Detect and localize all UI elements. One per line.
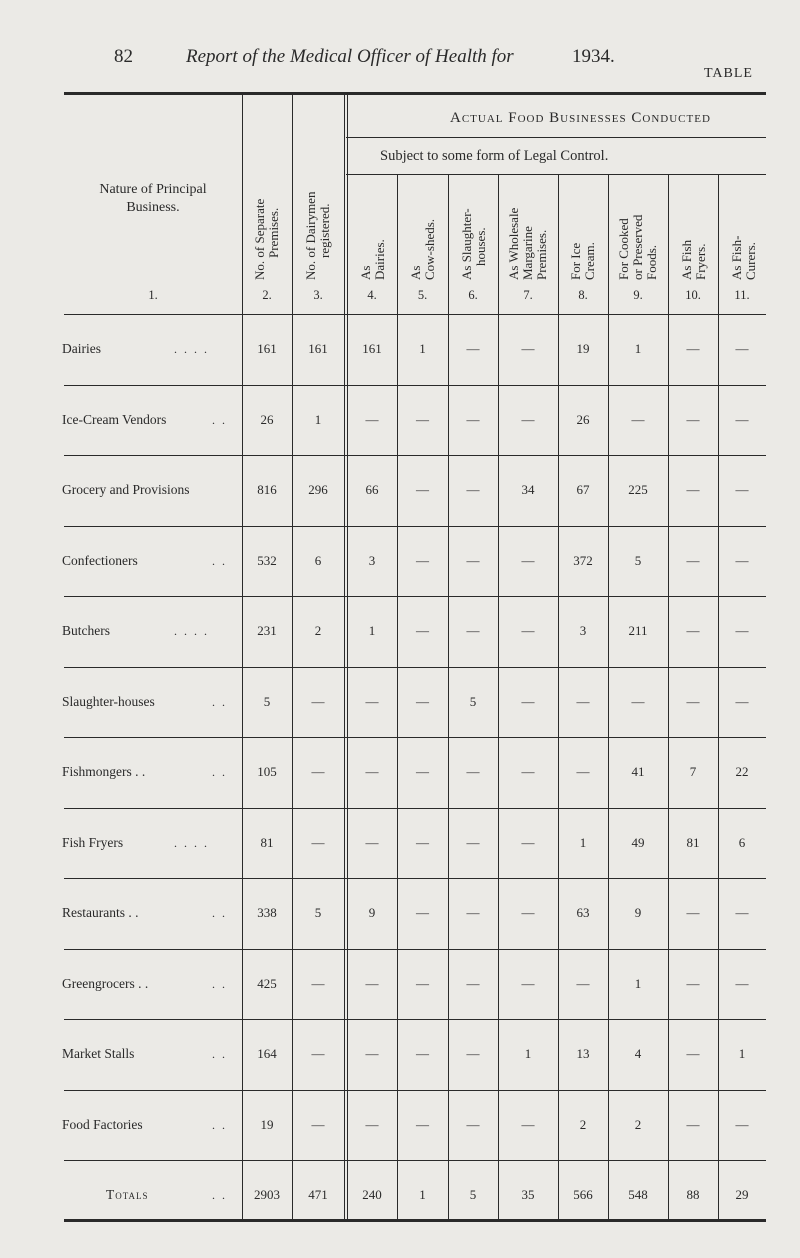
row-label: Fish Fryers bbox=[62, 834, 124, 850]
table-cell: — bbox=[735, 482, 749, 497]
table-label: TABLE bbox=[704, 66, 753, 81]
column-number: 3. bbox=[313, 288, 323, 302]
table-cell: 211 bbox=[628, 623, 648, 638]
table-cell: — bbox=[416, 693, 429, 709]
leader-dots: . . bbox=[212, 976, 227, 991]
table-cell: — bbox=[735, 693, 749, 709]
row-label: Dairies bbox=[62, 341, 101, 356]
row-label: Ice-Cream Vendors bbox=[62, 411, 167, 427]
table-cell: — bbox=[576, 693, 590, 709]
table-cell: 81 bbox=[260, 834, 274, 850]
table-cell: 63 bbox=[576, 905, 590, 920]
col5-header-line1: As bbox=[408, 265, 423, 280]
table-cell: — bbox=[735, 975, 749, 991]
leader-dots: . . bbox=[212, 1047, 227, 1061]
table-cell: 49 bbox=[631, 834, 645, 850]
col9-header-line2: or Preserved bbox=[630, 214, 645, 280]
leader-dots: . . bbox=[212, 412, 227, 427]
col3-header-line1: No. of Dairymen bbox=[303, 191, 318, 280]
table-cell: 471 bbox=[308, 1187, 328, 1202]
col10-header-line1: As Fish bbox=[679, 239, 694, 280]
col8-header-line1: For Ice bbox=[568, 242, 583, 280]
table-cell: — bbox=[416, 411, 429, 427]
table-cell: — bbox=[521, 693, 535, 709]
leader-dots: . . bbox=[212, 1188, 227, 1202]
table-cell: — bbox=[631, 693, 645, 709]
row-separator bbox=[64, 737, 766, 738]
table-cell: 105 bbox=[257, 764, 277, 779]
table-cell: — bbox=[466, 411, 480, 427]
table-cell: 2 bbox=[634, 1116, 642, 1132]
table-cell: — bbox=[416, 482, 429, 497]
row-label: Confectioners bbox=[62, 552, 138, 568]
leader-dots: . . bbox=[212, 694, 227, 709]
table-cell: — bbox=[686, 905, 700, 920]
table-cell: 19 bbox=[260, 1116, 274, 1132]
table-cell: — bbox=[416, 905, 429, 920]
table-cell: — bbox=[735, 411, 749, 427]
col11-header-line1: As Fish- bbox=[729, 235, 744, 280]
table-cell: — bbox=[521, 411, 535, 427]
table-cell: 34 bbox=[521, 482, 535, 497]
table-cell: — bbox=[686, 693, 700, 709]
table-cell: — bbox=[416, 623, 429, 638]
table-cell: 5 bbox=[469, 1187, 477, 1202]
col1-header-line2: Business. bbox=[126, 200, 180, 215]
table-cell: — bbox=[416, 552, 429, 568]
table-cell: — bbox=[311, 1116, 325, 1132]
table-cell: — bbox=[365, 834, 379, 850]
table-cell: 5 bbox=[263, 693, 271, 709]
row-separator bbox=[64, 385, 766, 386]
table-cell: 22 bbox=[735, 764, 749, 779]
col10-header-line2: Fryers. bbox=[693, 243, 708, 280]
col4-header-line1: As bbox=[358, 265, 373, 280]
row-label: Greengrocers . . bbox=[62, 975, 149, 991]
table-top-rule bbox=[64, 92, 766, 95]
table-cell: — bbox=[686, 975, 700, 991]
row-label: Food Factories bbox=[62, 1116, 143, 1132]
table-cell: 296 bbox=[308, 482, 328, 497]
leader-dots: . . . . bbox=[174, 835, 209, 850]
table-cell: — bbox=[311, 764, 325, 779]
table-cell: — bbox=[365, 975, 379, 991]
row-separator bbox=[64, 808, 766, 809]
table-cell: — bbox=[365, 764, 379, 779]
table-cell: — bbox=[686, 482, 700, 497]
col3-header-line2: registered. bbox=[317, 203, 332, 258]
table-cell: — bbox=[521, 834, 535, 850]
table-cell: — bbox=[311, 834, 325, 850]
table-cell: — bbox=[311, 1046, 325, 1061]
table-cell: 225 bbox=[628, 482, 648, 497]
table-cell: 548 bbox=[628, 1187, 648, 1202]
table-cell: — bbox=[365, 1046, 379, 1061]
col2-header bbox=[253, 199, 281, 280]
col9-header-line3: Foods. bbox=[644, 244, 659, 280]
header-bottom-rule bbox=[64, 314, 766, 315]
leader-dots: . . bbox=[212, 553, 227, 568]
table-cell: 338 bbox=[257, 905, 277, 920]
table-cell: — bbox=[466, 764, 480, 779]
column-number: 5. bbox=[417, 288, 428, 302]
col6-header bbox=[460, 208, 488, 280]
col9-header-line1: For Cooked bbox=[616, 218, 631, 280]
row-separator bbox=[64, 949, 766, 950]
table-cell: — bbox=[466, 1046, 480, 1061]
table-cell: 6 bbox=[738, 834, 746, 850]
row-separator bbox=[64, 1160, 766, 1161]
table-cell: — bbox=[521, 341, 535, 356]
table-cell: 1 bbox=[579, 834, 587, 850]
col1-header-line1: Nature of Principal bbox=[99, 182, 207, 197]
table-cell: — bbox=[466, 905, 480, 920]
table-cell: — bbox=[735, 341, 749, 356]
table-cell: 5 bbox=[314, 905, 322, 920]
col7-header-line3: Premises. bbox=[534, 229, 549, 280]
column-number: 6. bbox=[468, 288, 478, 302]
leader-dots: . . bbox=[212, 906, 227, 920]
table-cell: 3 bbox=[579, 623, 587, 638]
table-cell: — bbox=[466, 834, 480, 850]
row-separator bbox=[64, 455, 766, 456]
table-cell: 161 bbox=[308, 341, 328, 356]
table-cell: — bbox=[466, 1116, 480, 1132]
table-cell: 88 bbox=[686, 1187, 700, 1202]
table-cell: — bbox=[365, 693, 379, 709]
table-cell: 2 bbox=[579, 1116, 587, 1132]
table-cell: 13 bbox=[576, 1046, 590, 1061]
table-cell: 3 bbox=[368, 552, 376, 568]
subgroup-header-rule bbox=[346, 174, 766, 175]
table-cell: — bbox=[686, 623, 700, 638]
food-businesses-table bbox=[64, 92, 766, 1224]
table-cell: 81 bbox=[686, 834, 700, 850]
table-cell: — bbox=[466, 975, 480, 991]
row-separator bbox=[64, 1090, 766, 1091]
table-cell: — bbox=[735, 1116, 749, 1132]
table-cell: — bbox=[311, 693, 325, 709]
table-cell: — bbox=[521, 905, 535, 920]
col7-header-line1: As Wholesale bbox=[506, 207, 521, 280]
table-cell: — bbox=[631, 411, 645, 427]
row-label: Fishmongers . . bbox=[62, 764, 146, 779]
table-cell: 566 bbox=[573, 1187, 593, 1202]
column-divider bbox=[344, 92, 345, 1222]
col7-header-line2: Margarine bbox=[520, 226, 535, 280]
table-cell: — bbox=[466, 341, 480, 356]
row-separator bbox=[64, 878, 766, 879]
table-cell: — bbox=[466, 482, 480, 497]
table-cell: — bbox=[521, 764, 535, 779]
col3-header bbox=[304, 192, 332, 280]
table-cell: 29 bbox=[735, 1187, 749, 1202]
table-cell: 231 bbox=[257, 623, 277, 638]
table-cell: 67 bbox=[576, 482, 590, 497]
table-cell: — bbox=[466, 623, 480, 638]
table-cell: — bbox=[576, 764, 590, 779]
table-cell: 9 bbox=[634, 905, 642, 920]
table-cell: — bbox=[576, 975, 590, 991]
table-cell: — bbox=[686, 411, 700, 427]
table-cell: 1 bbox=[314, 411, 322, 427]
row-separator bbox=[64, 526, 766, 527]
column-number: 4. bbox=[367, 288, 377, 302]
leader-dots: . . . . bbox=[174, 624, 209, 638]
row-separator bbox=[64, 667, 766, 668]
table-cell: 240 bbox=[362, 1187, 382, 1202]
table-cell: — bbox=[521, 1116, 535, 1132]
column-number: 7. bbox=[523, 288, 533, 302]
table-cell: 1 bbox=[524, 1046, 532, 1061]
col4-header bbox=[359, 239, 387, 280]
leader-dots: . . bbox=[212, 765, 227, 779]
table-cell: 9 bbox=[368, 905, 376, 920]
table-cell: — bbox=[521, 623, 535, 638]
col11-header bbox=[730, 236, 758, 280]
table-cell: 4 bbox=[634, 1046, 642, 1061]
table-cell: 1 bbox=[634, 975, 642, 991]
column-number: 8. bbox=[578, 288, 588, 302]
table-cell: — bbox=[735, 623, 749, 638]
table-cell: 1 bbox=[419, 1187, 426, 1202]
row-separator bbox=[64, 1019, 766, 1020]
col9-header bbox=[617, 215, 659, 280]
table-cell: 2 bbox=[314, 623, 322, 638]
table-bottom-rule bbox=[64, 1219, 766, 1222]
page-number: 82 bbox=[114, 46, 133, 67]
group-title: Actual Food Businesses Conducted bbox=[450, 110, 711, 126]
table-cell: 161 bbox=[362, 341, 382, 356]
table-cell: 35 bbox=[521, 1187, 535, 1202]
col6-header-line2: houses. bbox=[473, 227, 488, 266]
col11-header-line2: Curers. bbox=[743, 242, 758, 280]
table-cell: — bbox=[365, 411, 379, 427]
table-cell: 161 bbox=[257, 341, 277, 356]
table-cell: 1 bbox=[738, 1046, 746, 1061]
table-cell: 41 bbox=[631, 764, 645, 779]
table-cell: — bbox=[416, 834, 429, 850]
table-cell: 66 bbox=[365, 482, 379, 497]
column-number: 9. bbox=[633, 288, 643, 302]
table-cell: 1 bbox=[419, 341, 426, 356]
table-cell: — bbox=[416, 1046, 429, 1061]
table-cell: — bbox=[686, 552, 700, 568]
column-number: 10. bbox=[685, 288, 701, 302]
group-header-rule bbox=[346, 137, 766, 138]
col8-header bbox=[569, 242, 597, 280]
column-number: 1. bbox=[148, 288, 158, 302]
table-cell: 26 bbox=[576, 411, 590, 427]
col10-header bbox=[680, 240, 708, 280]
col5-header-line2: Cow-sheds. bbox=[422, 218, 437, 280]
table-cell: — bbox=[735, 905, 749, 920]
table-cell: — bbox=[521, 975, 535, 991]
col7-header bbox=[507, 208, 549, 280]
col6-header-line1: As Slaughter- bbox=[459, 208, 474, 280]
table-cell: — bbox=[365, 1116, 379, 1132]
row-label: Butchers bbox=[62, 623, 110, 638]
table-cell: 5 bbox=[469, 693, 477, 709]
col4-header-line2: Dairies. bbox=[372, 239, 387, 280]
report-year: 1934. bbox=[572, 46, 615, 67]
row-label: Restaurants . . bbox=[62, 905, 139, 920]
col5-header bbox=[409, 219, 437, 280]
table-cell: 6 bbox=[314, 552, 322, 568]
table-cell: 164 bbox=[257, 1046, 277, 1061]
table-cell: 7 bbox=[689, 764, 697, 779]
subgroup-title: Subject to some form of Legal Control. bbox=[380, 148, 609, 164]
table-cell: — bbox=[735, 552, 749, 568]
col2-header-line1: No. of Separate bbox=[252, 198, 267, 280]
table-cell: — bbox=[686, 341, 700, 356]
col8-header-line2: Cream. bbox=[582, 242, 597, 280]
leader-dots: . . . . bbox=[174, 342, 209, 356]
leader-dots: . . bbox=[212, 1117, 227, 1132]
table-cell: 425 bbox=[257, 975, 277, 991]
table-cell: 2903 bbox=[254, 1187, 280, 1202]
table-cell: 26 bbox=[260, 411, 274, 427]
report-title: Report of the Medical Officer of Health for bbox=[186, 46, 514, 67]
column-number: 2. bbox=[262, 288, 272, 302]
table-cell: 5 bbox=[634, 552, 642, 568]
table-cell: — bbox=[416, 975, 429, 991]
row-label: Slaughter-houses bbox=[62, 693, 155, 709]
table-cell: 1 bbox=[634, 341, 642, 356]
table-cell: — bbox=[686, 1116, 700, 1132]
table-cell: 19 bbox=[576, 341, 590, 356]
table-cell: 372 bbox=[573, 552, 593, 568]
col2-header-line2: Premises. bbox=[266, 207, 281, 258]
column-number: 11. bbox=[734, 288, 750, 302]
row-label: Grocery and Provisions bbox=[62, 482, 190, 497]
table-cell: — bbox=[521, 552, 535, 568]
table-cell: 816 bbox=[257, 482, 277, 497]
table-cell: 532 bbox=[257, 552, 277, 568]
table-cell: — bbox=[416, 1116, 429, 1132]
row-label: Market Stalls bbox=[62, 1046, 135, 1061]
table-cell: — bbox=[466, 552, 480, 568]
table-cell: 1 bbox=[368, 623, 376, 638]
table-cell: — bbox=[686, 1046, 700, 1061]
row-label: Totals bbox=[106, 1187, 149, 1202]
table-cell: — bbox=[311, 975, 325, 991]
table-cell: — bbox=[416, 764, 429, 779]
row-separator bbox=[64, 596, 766, 597]
